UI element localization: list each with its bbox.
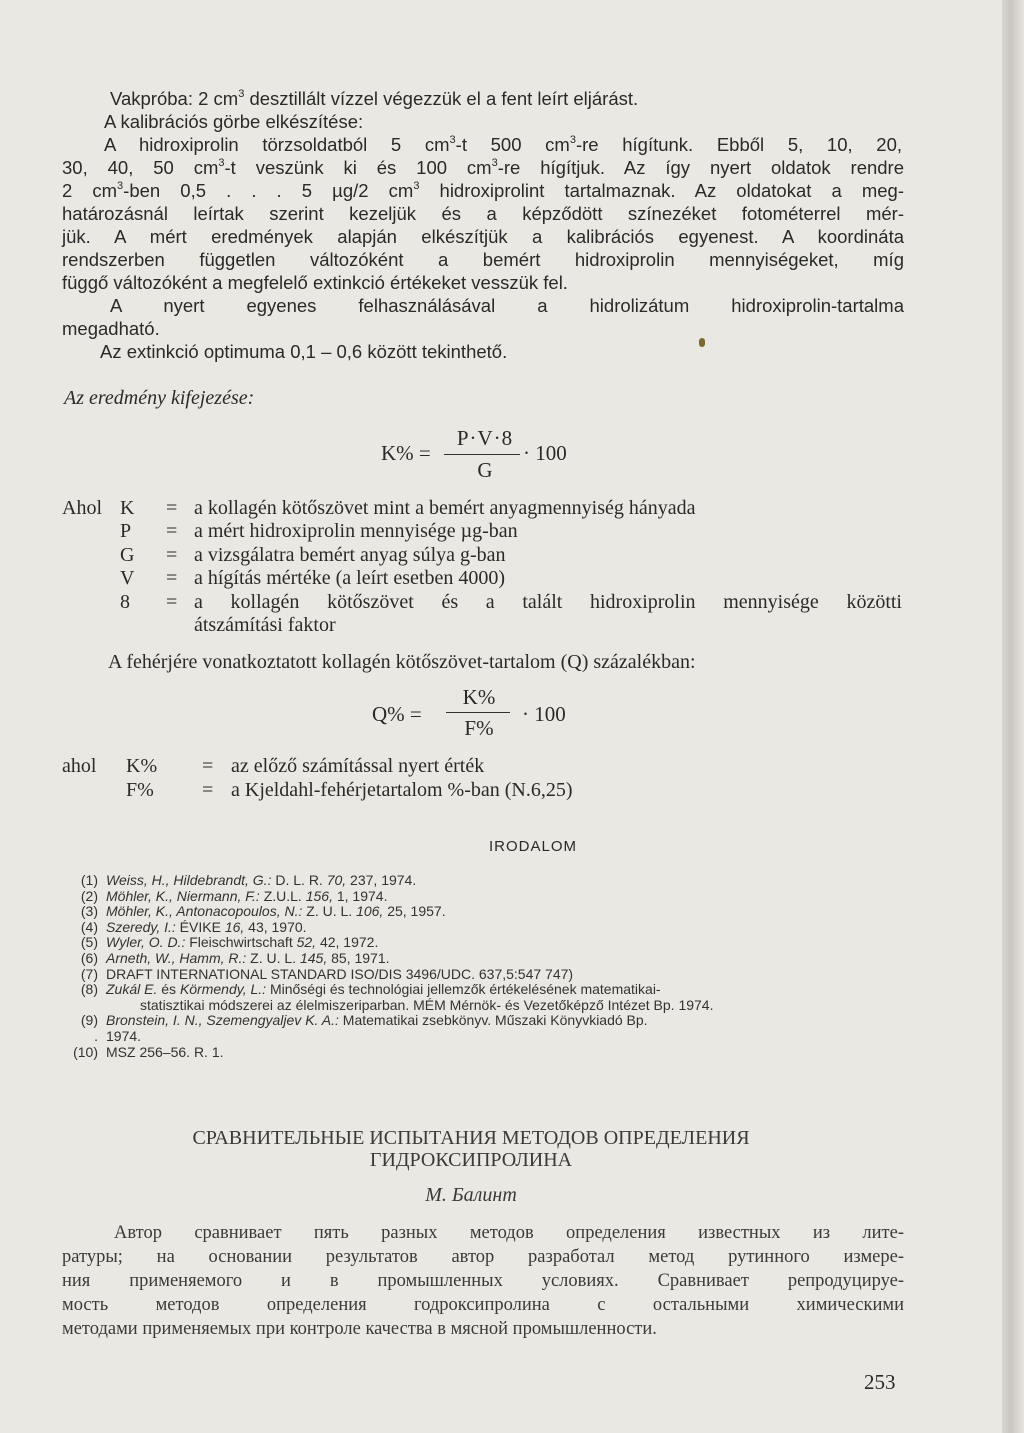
reference-item — [62, 982, 904, 998]
reference-text: ÉVIKE — [175, 918, 225, 935]
definition-equals: = — [166, 497, 178, 519]
reference-text: 1, 1974. — [332, 887, 388, 904]
reference-item — [62, 998, 904, 1014]
formula-numerator: P·V·8 — [456, 426, 514, 450]
reference-number: (3) — [80, 903, 98, 920]
speck — [699, 338, 705, 347]
definition-symbol: K — [120, 497, 135, 519]
definition-equals: = — [166, 543, 178, 566]
definition-text: a kollagén kötőszövet és a talált hidroxiprolin mennyisége közötti — [194, 590, 902, 613]
reference-number: (10) — [73, 1043, 98, 1060]
page-edge — [1002, 0, 1024, 1433]
ru-title-line: СРАВНИТЕЛЬНЫЕ ИСПЫТАНИЯ МЕТОДОВ ОПРЕДЕЛЕНИЯ — [192, 1127, 750, 1149]
ru-abstract-line: Автор сравнивает пять разных методов определения известных из лите- — [114, 1223, 904, 1243]
definition-text: a kollagén kötőszövet mint a bemért anyagmennyiség hányada — [194, 497, 696, 519]
reference-authors: Bronstein, I. N., Szemengyaljev K. A.: — [106, 1012, 339, 1029]
fraction-bar — [444, 454, 520, 455]
reference-volume: 70, — [326, 872, 347, 888]
text-line: rendszerben független változóként a bemért hidroxiprolin mennyiségeket, míg — [62, 249, 904, 270]
definition-text: az előző számítással nyert érték — [231, 755, 485, 777]
text-line: 30, 40, 50 $cm^3-t$ veszünk ki és 100 $cm^3-re$ hígítjuk. Az így nyert oldatok rendre — [62, 157, 905, 178]
reference-number: (7) — [80, 965, 98, 982]
reference-text: 1974. — [106, 1028, 142, 1044]
reference-authors: Arneth, W., Hamm, R.: — [106, 950, 247, 966]
definition-continuation: átszámítási faktor — [194, 614, 336, 636]
text-line: A fehérjére vonatkoztatott kollagén kötőszövet-tartalom (Q) százalékban: — [108, 651, 696, 673]
text-line: 2 $cm^3$-ben 0,5 . . . 5 µg/2 $cm^3$ hidroxiprolint tartalmaznak. Az oldatokat a meg- — [62, 180, 905, 201]
definition-equals: = — [202, 779, 214, 801]
reference-authors: Möhler, K., Niermann, F.: — [106, 887, 260, 904]
reference-item — [62, 904, 904, 920]
formula-factor: · 100 — [523, 441, 567, 465]
definition-symbol: P — [120, 520, 132, 543]
section-heading: Az eredmény kifejezése: — [64, 387, 255, 409]
reference-item — [62, 1045, 904, 1061]
formula-denominator: F% — [464, 716, 494, 740]
reference-number: (4) — [80, 918, 98, 935]
page-number: 253 — [864, 1370, 896, 1394]
reference-text: Minőségi és technológiai jellemzők értékelésének matematikai- — [266, 981, 661, 998]
reference-volume: 16, — [224, 918, 245, 935]
definition-equals: = — [166, 520, 178, 543]
fraction-bar — [446, 712, 510, 713]
reference-text: 42, 1972. — [316, 934, 379, 951]
formula-numerator: K% — [462, 685, 496, 709]
definition-text: a Kjeldahl-fehérjetartalom %-ban (N.6,25) — [231, 779, 573, 801]
reference-text: Fleischwirtschaft — [185, 934, 297, 951]
reference-number: (6) — [80, 950, 98, 966]
reference-text: 25, 1957. — [383, 903, 446, 920]
reference-volume: 52, — [296, 934, 317, 951]
reference-number: (2) — [80, 887, 98, 904]
reference-item — [62, 1013, 904, 1029]
ru-abstract-line: методами применяемых при контроле качества в мясной промышленности. — [62, 1319, 657, 1339]
ru-abstract-line: ратуры; на основании результатов автор разработал метод рутинного измере- — [62, 1247, 904, 1267]
reference-volume: 145, — [299, 950, 328, 966]
reference-text: DRAFT INTERNATIONAL STANDARD ISO/DIS 3496/UDC. 637,5:547 747) — [106, 965, 574, 982]
definition-equals: = — [166, 590, 178, 613]
definition-equals: = — [202, 755, 214, 777]
reference-text: 85, 1971. — [327, 950, 390, 966]
reference-authors: Szeredy, I.: — [106, 918, 176, 935]
reference-text: Z. U. L. — [246, 950, 300, 966]
formula-factor: · 100 — [522, 702, 566, 726]
definition-symbol: 8 — [120, 590, 130, 613]
reference-volume: Körmendy, L.: — [179, 981, 267, 998]
reference-volume: 156, — [305, 887, 333, 904]
reference-item — [62, 1029, 904, 1045]
definition-symbol: K% — [126, 755, 158, 777]
text-line: A nyert egyenes felhasználásával a hidrolizátum hidroxiprolin-tartalma — [110, 295, 904, 316]
definition-text: a vizsgálatra bemért anyag súlya g-ban — [194, 543, 506, 566]
reference-item — [62, 920, 904, 936]
reference-item — [62, 951, 904, 967]
formula-lhs: K% = — [381, 441, 431, 465]
text-line: Az extinkció optimuma 0,1 – 0,6 között tekinthető. — [100, 341, 508, 362]
reference-text: Matematikai zsebkönyv. Műszaki Könyvkiadó Bp. — [338, 1012, 648, 1029]
text-line: jük. A mért eredmények alapján elkészítjük a kalibrációs egyenest. A koordináta — [62, 226, 904, 247]
definition-text: a mért hidroxiprolin mennyisége µg-ban — [194, 520, 518, 543]
reference-text: Z.U.L. — [259, 887, 306, 904]
reference-volume: 106, — [356, 903, 384, 920]
reference-authors: Wyler, O. D.: — [106, 934, 186, 951]
definition-text: a hígítás mértéke (a leírt esetben 4000) — [194, 567, 505, 590]
reference-item — [62, 967, 904, 983]
reference-item — [62, 873, 904, 889]
reference-number: (5) — [80, 934, 98, 951]
reference-text: MSZ 256–56. R. 1. — [106, 1043, 224, 1060]
text-line: Vakpróba: 2 $cm^3$ desztillált vízzel végezzük el a fent leírt eljárást. — [110, 88, 639, 109]
where-label: ahol — [62, 755, 97, 777]
reference-text: és — [157, 981, 180, 998]
references-heading: IRODALOM — [488, 838, 577, 855]
ru-abstract-line: ния применяемого и в промышленных условиях. Сравнивает репродуцируе- — [62, 1271, 904, 1291]
ru-title-line: ГИДРОКСИПРОЛИНА — [369, 1149, 573, 1171]
reference-authors: Weiss, H., Hildebrandt, G.: — [106, 872, 272, 888]
formula-denominator: G — [477, 458, 493, 482]
text-line: függő változóként a megfelelő extinkció értékeket vesszük fel. — [62, 272, 568, 293]
text-line: megadható. — [62, 318, 160, 339]
definition-equals: = — [166, 567, 178, 590]
ru-abstract-line: мость методов определения годроксипролина с остальными химическими — [62, 1295, 904, 1315]
reference-text: D. L. R. — [271, 872, 327, 888]
ru-author: М. Балинт — [425, 1184, 517, 1206]
reference-number: . — [94, 1028, 98, 1044]
text-line: határozásnál leírtak szerint kezeljük és a képződött színezéket fotométerrel mér- — [62, 203, 904, 224]
reference-authors: Zukál E. — [106, 981, 158, 998]
reference-number: (8) — [80, 981, 98, 998]
formula-lhs: Q% = — [372, 702, 422, 726]
text-line: A hidroxiprolin törzsoldatból 5 $cm^3-t$ 500 $cm^3-re$ hígítunk. Ebből 5, 10, 20, — [104, 134, 902, 155]
reference-item — [62, 889, 904, 905]
reference-text: 43, 1970. — [244, 918, 307, 935]
subheading: A kalibrációs görbe elkészítése: — [104, 111, 364, 132]
definition-symbol: V — [120, 567, 135, 590]
definition-symbol: F% — [126, 779, 154, 801]
reference-item — [62, 935, 904, 951]
definition-symbol: G — [120, 543, 135, 566]
reference-text: statisztikai módszerei az élelmiszeriparban. MÉM Mérnök- és Vezetőképző Intézet Bp. 1974. — [140, 996, 714, 1013]
reference-text: Z. U. L. — [302, 903, 357, 920]
reference-text: 237, 1974. — [346, 872, 417, 888]
reference-authors: Möhler, K., Antonacopoulos, N.: — [106, 903, 303, 920]
reference-number: (9) — [80, 1012, 98, 1029]
where-label: Ahol — [62, 497, 102, 519]
reference-number: (1) — [80, 872, 98, 888]
